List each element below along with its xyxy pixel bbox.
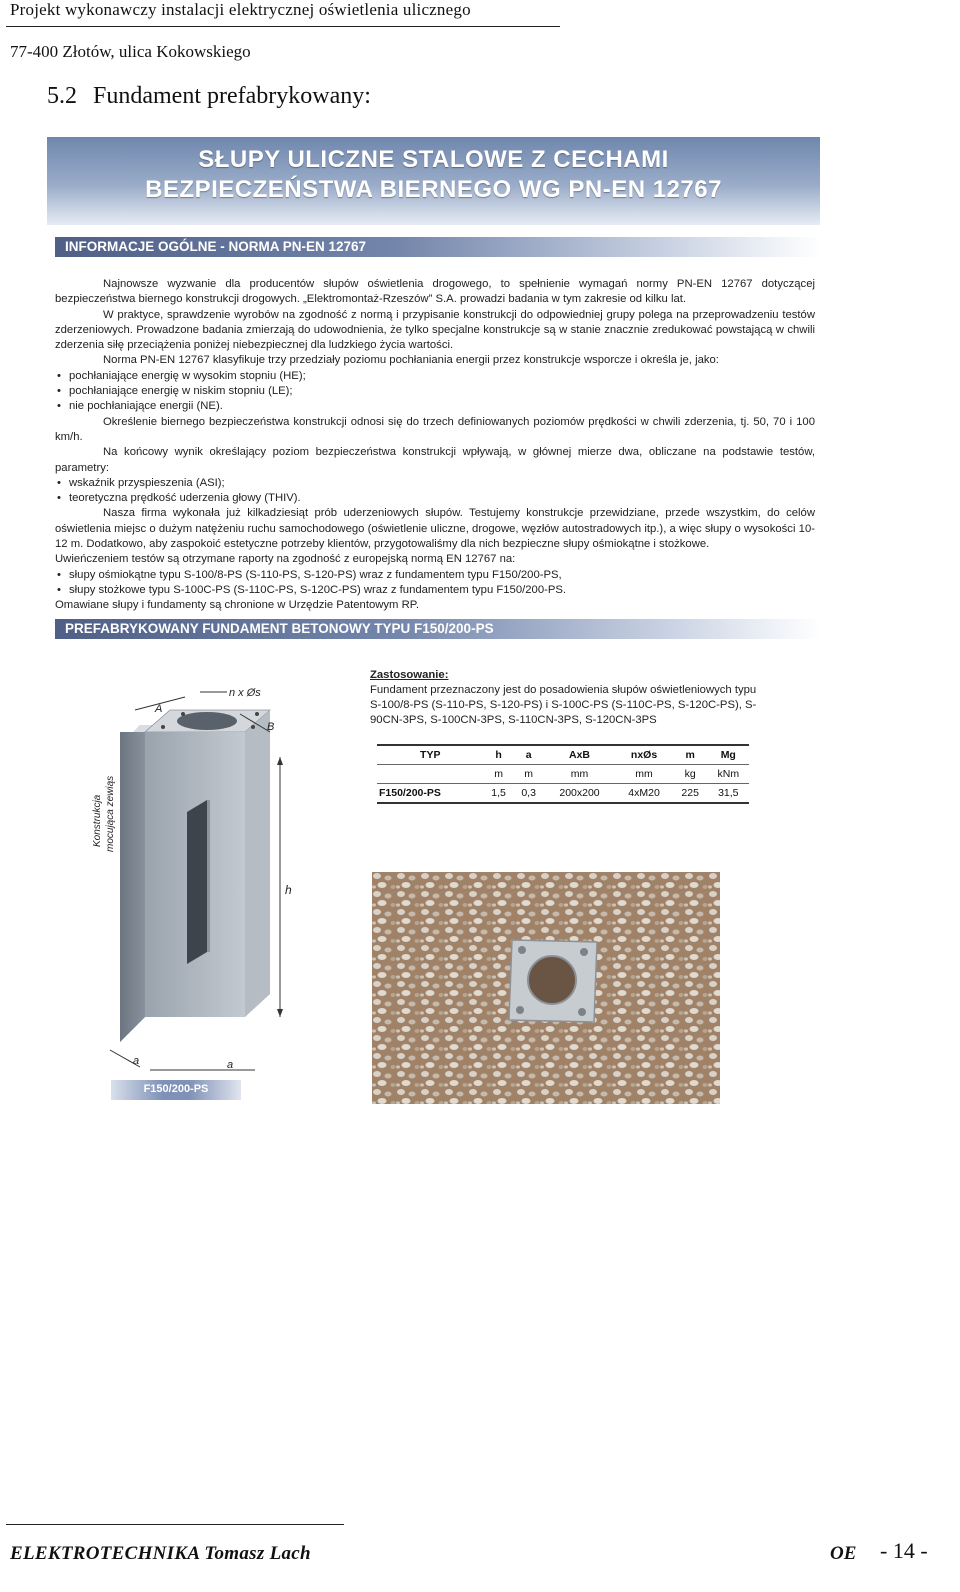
section-bar-foundation [55,619,820,639]
table-cell: 200x200 [544,784,616,804]
table-cell: m [514,765,544,784]
label-B: B [267,721,275,733]
application-text: Fundament przeznaczony jest do posadowienia słupów oświetleniowych typu S-100/8-PS (S-110-PS, S-120-PS) i S-100C-PS (S-110C-PS, S-120C-PS), S-90CN-3PS, S-100CN-3PS, S-110CN-3PS, S-120CN-3PS [370,684,757,726]
parameter-list [55,476,815,507]
footer-code: OE [830,1543,857,1564]
footer-company: ELEKTROTECHNIKA Tomasz Lach [10,1543,311,1564]
header-address: 77-400 Złotów, ulica Kokowskiego [10,42,251,61]
table-cell [377,765,484,784]
left-face [120,732,145,1042]
list-item: • wskaźnik przyspieszenia (ASI); [69,476,815,491]
table-cell: 1,5 [484,784,514,804]
application-heading: Zastosowanie: [370,669,449,681]
top-opening [177,712,237,730]
label-a-front: a [227,1059,234,1071]
table-cell: 4xM20 [615,784,672,804]
paragraph: Najnowsze wyzwanie dla producentów słupów oświetlenia drogowego, to spełnienie wymagań normy PN-EN 12767 dotyczącej bezpieczeństwa biernego konstrukcji drogowych. „Elektromontaż-Rzeszów” S.A. prowadzi badania w tym zakresie od kilku lat. [55,278,815,306]
diagram-caption [111,1080,241,1100]
application-note [370,668,770,728]
table-row [377,784,749,804]
table-cell: mm [544,765,616,784]
section-number: 5.2 [47,83,77,109]
table-cell: 225 [673,784,708,804]
list-item: • słupy stożkowe typu S-100C-PS (S-110C-PS, S-120C-PS) wraz z fundamentem typu F150/200-PS. [69,583,815,598]
header-rule [6,26,560,27]
paragraph: Omawiane słupy i fundamenty są chronione w Urzędzie Patentowym RP. [55,599,419,612]
table-cell: mm [615,765,672,784]
table-header-cell: a [514,745,544,765]
product-flyer [47,137,820,1132]
general-info-text [55,277,815,614]
page-number: - 14 - [880,1538,928,1563]
section-bar-foundation-label: PREFABRYKOWANY FUNDAMENT BETONOWY TYPU F150/200-PS [65,621,494,636]
diagram-caption-label: F150/200-PS [143,1083,209,1095]
list-item: • nie pochłaniające energii (NE). [69,399,815,414]
table-cell: 31,5 [708,784,749,804]
cable-opening [187,800,207,964]
banner-line-1: SŁUPY ULICZNE STALOWE Z CECHAMI [198,146,669,173]
list-item: • słupy ośmiokątne typu S-100/8-PS (S-110-PS, S-120-PS) wraz z fundamentem typu F150/200-PS, [69,568,815,583]
table-cell: m [484,765,514,784]
table-header-cell: TYP [377,745,484,765]
list-item: • pochłaniające energię w niskim stopniu (LE); [69,384,815,399]
paragraph: W praktyce, sprawdzenie wyrobów na zgodność z normą i przypisanie konstrukcji do odpowiedniej grupy polega na przeprowadzeniu testów zderzeniowych. Prowadzone badania zmierzają do udowodnienia, że tylko specjalne konstrukcje są w stanie znacznie zredukować powstającą w chwili zderzenia siłę przeciążenia poniżej niebezpiecznej dla ludzkiego życia wartości. [55,308,815,352]
table-cell: kg [673,765,708,784]
paragraph: Określenie biernego bezpieczeństwa konstrukcji odnosi się do trzech definiowanych poziomów prędkości w chwili zderzenia, tj. 50, 70 i 100 km/h. [55,415,815,443]
paragraph: Na końcowy wynik określający poziom bezpieczeństwa konstrukcji wpływają, w głównej mierze dwa, obliczane na podstawie testów, parametry: [55,446,815,474]
foundation-diagram [65,672,295,1110]
paragraph: Nasza firma wykonała już kilkadziesiąt prób uderzeniowych słupów. Testujemy konstrukcje przewidziane, przede wszystkim, do celów oświetlenia miejsc o dużym natężeniu ruchu samochodowego (oświetlenie uliczne, drogowe, węzłów autostradowych itp.), a więc słupy o wysokości 10-12 m. Dodatkowo, aby zaspokoić estetyczne potrzeby klientów, przygotowaliśmy dla nich bezpieczne słupy ośmiokątne i stożkowe. [55,507,815,551]
label-nxos: n x Øs [229,687,261,699]
list-item: • pochłaniające energię w wysokim stopniu (HE); [69,369,815,384]
table-header-cell: h [484,745,514,765]
spec-table [377,744,749,804]
section-bar-general [55,237,820,257]
right-face [245,710,270,1017]
table-header-cell: Mg [708,745,749,765]
pipe-opening [528,956,576,1004]
table-header-cell: AxB [544,745,616,765]
table-header-cell: nxØs [615,745,672,765]
label-mocujaca: mocująca zewiąs [105,775,116,852]
foundation-photo [372,872,720,1104]
banner-line-2: BEZPIECZEŃSTWA BIERNEGO WG PN-EN 12767 [145,176,722,203]
flyer-banner [47,137,820,225]
table-cell: F150/200-PS [377,784,484,804]
footer-rule [6,1524,344,1525]
label-konstrukcja: Konstrukcja [92,794,103,847]
energy-class-list [55,369,815,415]
list-item: • teoretyczna prędkość uderzenia głowy (THIV). [69,491,815,506]
section-title: Fundament prefabrykowany: [93,83,371,109]
section-heading [47,83,371,110]
table-header-cell: m [673,745,708,765]
label-h: h [285,883,292,897]
label-a-left: a [133,1055,140,1067]
table-cell: kNm [708,765,749,784]
section-bar-general-label: INFORMACJE OGÓLNE - NORMA PN-EN 12767 [65,239,367,254]
header-title: Projekt wykonawczy instalacji elektrycznej oświetlenia ulicznego [10,0,471,19]
table-unit-row [377,765,749,784]
paragraph: Norma PN-EN 12767 klasyfikuje trzy przedziały poziomu pochłaniania energii przez konstrukcje wsporcze i określa je, jako: [103,354,719,367]
label-A: A [155,703,163,715]
paragraph: Uwieńczeniem testów są otrzymane raporty na zgodność z europejską normą EN 12767 na: [55,553,516,566]
table-header-row [377,745,749,765]
report-list [55,568,815,599]
table-cell: 0,3 [514,784,544,804]
